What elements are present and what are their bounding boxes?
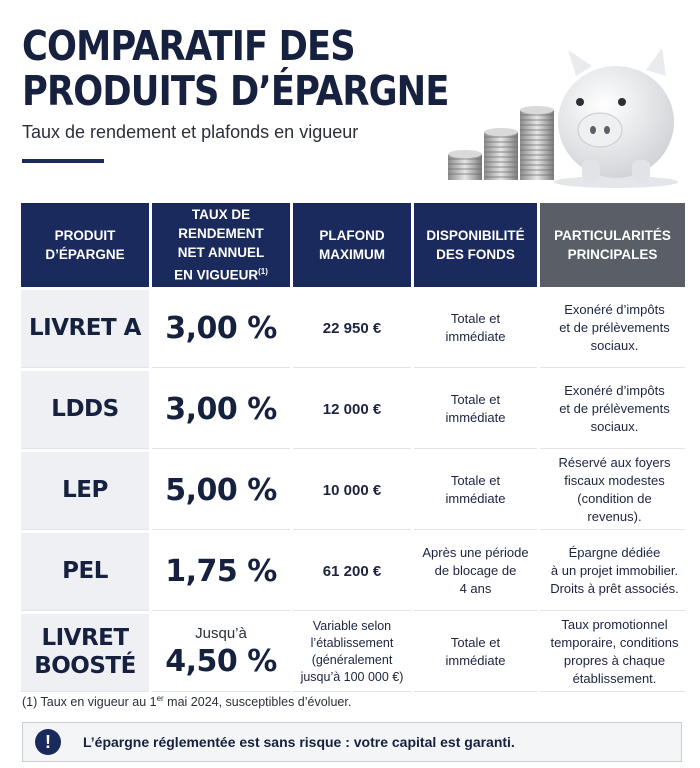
exclamation-icon: ! <box>35 729 61 755</box>
title-line-2: PRODUITS D’ÉPARGNE <box>22 67 449 115</box>
availability-cell: Totale et immédiate <box>414 614 537 692</box>
footnote-marker: (1) <box>258 267 268 276</box>
features-cell: Exonéré d’impôts et de prélèvements sociaux. <box>540 371 685 449</box>
coin-stack-medium <box>484 128 518 180</box>
availability-cell: Totale et immédiate <box>414 371 537 449</box>
rate-value: 4,50 % <box>165 644 277 679</box>
rate-value: 3,00 % <box>165 391 277 427</box>
header-availability: DISPONIBILITÉ DES FONDS <box>414 203 537 287</box>
features-cell: Taux promotionnel temporaire, conditions propres à chaque établissement. <box>540 614 685 692</box>
header-product: PRODUIT D’ÉPARGNE <box>21 203 149 287</box>
table-row <box>21 371 685 449</box>
rate-prefix: Jusqu’à <box>195 625 247 642</box>
rate-cell <box>152 371 290 449</box>
features-cell: Épargne dédiée à un projet immobilier. Droits à prêt associés. <box>540 533 685 611</box>
table-row <box>21 452 685 530</box>
rate-value: 5,00 % <box>165 472 277 508</box>
features-cell: Réservé aux foyers fiscaux modestes (condition de revenus). <box>540 452 685 530</box>
table-row <box>21 614 685 692</box>
features-cell: Exonéré d’impôts et de prélèvements sociaux. <box>540 290 685 368</box>
page-subtitle: Taux de rendement et plafonds en vigueur <box>22 122 359 142</box>
header-rate: TAUX DE RENDEMENT NET ANNUEL EN VIGUEUR$^{(1)}$ <box>152 203 290 287</box>
rate-value: 1,75 % <box>165 553 277 589</box>
availability-cell: Totale et immédiate <box>414 452 537 530</box>
availability-cell: Après une période de blocage de 4 ans <box>414 533 537 611</box>
page-title <box>22 22 449 115</box>
header-cap: PLAFOND MAXIMUM <box>293 203 411 287</box>
title-line-1: COMPARATIF DES <box>22 22 355 70</box>
cap-cell: 22 950 € <box>293 290 411 368</box>
product-name: LIVRET BOOSTÉ <box>21 614 149 692</box>
title-underline <box>22 159 104 163</box>
rate-cell <box>152 614 290 692</box>
rate-cell <box>152 290 290 368</box>
coin-stack-tall <box>520 106 554 180</box>
availability-cell: Totale et immédiate <box>414 290 537 368</box>
cap-cell: 12 000 € <box>293 371 411 449</box>
header <box>22 24 492 163</box>
product-name: PEL <box>21 533 149 611</box>
table-row <box>21 533 685 611</box>
cap-cell: Variable selon l’établissement (généralement jusqu’à 100 000 €) <box>293 614 411 692</box>
rate-value: 3,00 % <box>165 310 277 346</box>
table-row <box>21 290 685 368</box>
piggy-bank-icon <box>440 36 690 196</box>
banner-text: L’épargne réglementée est sans risque : votre capital est garanti. <box>83 734 515 750</box>
coin-stack-small <box>448 150 482 180</box>
comparison-table <box>18 200 688 695</box>
header-features: PARTICULARITÉS PRINCIPALES <box>540 203 685 287</box>
product-name: LDDS <box>21 371 149 449</box>
footnote: (1) Taux en vigueur au 1er mai 2024, susceptibles d’évoluer. <box>22 694 352 710</box>
product-name: LIVRET A <box>21 290 149 368</box>
table-header-row <box>21 203 685 287</box>
rate-cell <box>152 452 290 530</box>
rate-cell <box>152 533 290 611</box>
info-banner <box>22 722 682 762</box>
piggy-bank <box>554 48 678 188</box>
cap-cell: 10 000 € <box>293 452 411 530</box>
cap-cell: 61 200 € <box>293 533 411 611</box>
product-name: LEP <box>21 452 149 530</box>
